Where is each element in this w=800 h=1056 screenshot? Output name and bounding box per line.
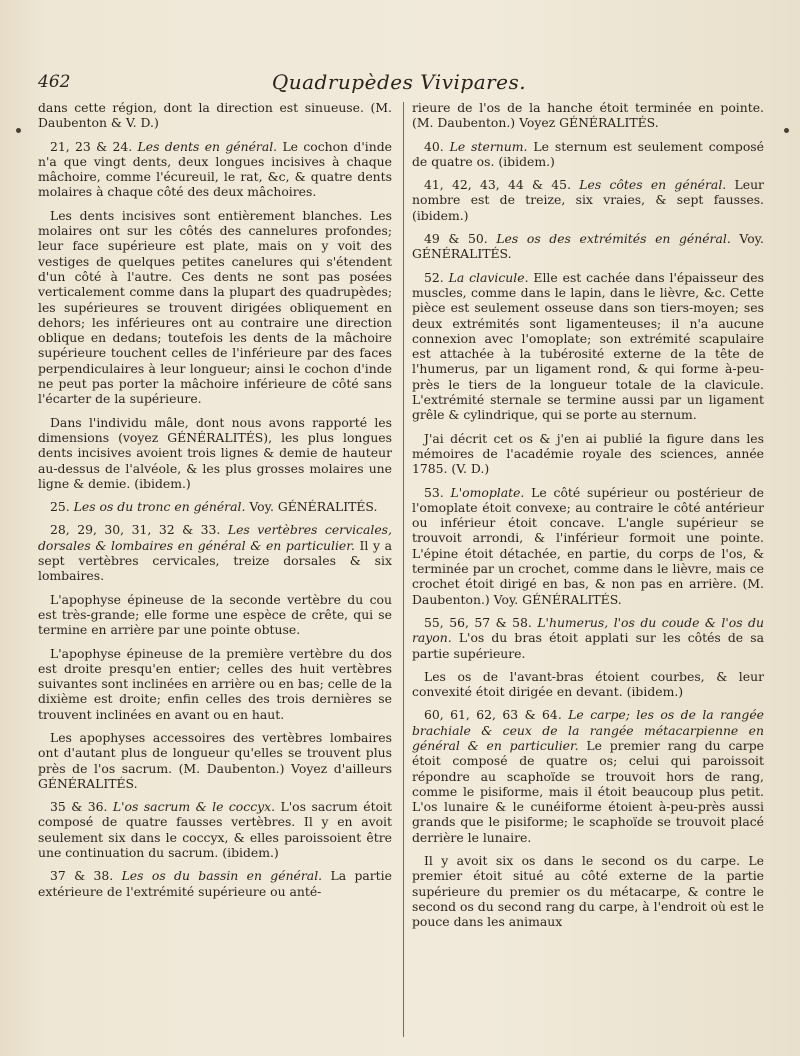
paragraph [38,208,392,407]
paragraph-text: Les apophyses accessoires des vertèbres lombaires ont d'autant plus de longueur qu'elles se trouvent plus près de l'os sacrum. (M. Daubenton.) Voyez d'ailleurs GÉNÉRALITÉS. [38,729,392,791]
paragraph [412,615,764,661]
paragraph [38,499,392,514]
paragraph [38,730,392,791]
paragraph-text: Leur nombre est de treize, six vraies, & sept fausses. (ibidem.) [412,177,764,223]
section-heading: L'omoplate. [450,484,525,500]
section-numbers: 40. [424,138,444,154]
section-heading: Le carpe; les os de la rangée brachiale & ceux de la rangée métacarpienne en général & en particulier. [412,707,764,753]
paragraph [412,669,764,700]
page-number: 462 [38,72,71,92]
paragraph [412,139,764,170]
paragraph-text: L'os sacrum étoit composé de quatre fausses vertèbres. Il y en avoit seulement six dans le coccyx, & elles paroissoient être une continuation du sacrum. (ibidem.) [38,799,392,861]
paragraph [412,100,764,131]
paragraph-text: Les dents incisives sont entièrement blanches. Les molaires ont sur les côtés des cannelures profondes; leur face supérieure est plate, mais on y voit des vestiges de quelques petites canelures qui s'étendent d'un côté à l'autre. Ces dents ne sont pas posées verticalement comme dans la plupart des quadrupèdes; les supérieures se trouvent dirigées obliquement en dehors; les inférieures ont au contraire une direction oblique en dedans; toutefois les dents de la mâchoire supérieure touchent celles de l'inférieure par des faces perpendiculaires à leur longueur; ainsi le cochon d'inde ne peut pas porter la mâchoire inférieure de côté sans l'écarter de la supérieure. [38,207,392,407]
paragraph [412,853,764,929]
paragraph-text: Voy. GÉNÉRALITÉS. [412,231,764,262]
paragraph [38,592,392,638]
paragraph [412,485,764,607]
section-numbers: 21, 23 & 24. [50,138,133,154]
section-heading: Les os des extrémités en général. [496,231,731,247]
section-numbers: 37 & 38. [50,868,114,884]
paragraph-text: Il y avoit six os dans le second os du carpe. Le premier étoit situé au côté externe de la partie supérieure du premier os du métacarpe, & contre le second os du second rang du carpe, à l'endroit où est le pouce dans les animaux [412,853,764,930]
section-heading: Les dents en général. [137,138,278,154]
paragraph-text: L'os du bras étoit applati sur les côtés de sa partie supérieure. [412,630,764,661]
page-header [38,70,760,98]
section-heading: Les vertèbres cervicales, dorsales & lombaires en général & en particulier. [38,522,392,553]
paragraph-text: Le sternum est seulement composé de quatre os. (ibidem.) [412,138,764,169]
section-heading: Le sternum. [449,138,528,154]
section-numbers: 52. [424,269,444,285]
paragraph-text: L'apophyse épineuse de la première vertèbre du dos est droite presqu'en entier; celles des huit vertèbres suivantes sont inclinées en arrière ou en bas; celle de la dixième est droite; enfin celles des trois dernières se trouvent inclinées en avant ou en haut. [38,645,392,722]
paragraph-text: Dans l'individu mâle, dont nous avons rapporté les dimensions (voyez GÉNÉRALITÉS), les plus longues dents incisives avoient trois lignes & demie de hauteur au-dessus de l'alvéole, & les plus grosses molaires une ligne & demie. (ibidem.) [38,414,392,491]
paragraph-text: Le premier rang du carpe étoit composé de quatre os; celui qui paroissoit répondre au scaphoïde se trouvoit hors de rang, comme le pisiforme, mais il étoit beaucoup plus petit. L'os lunaire & le cunéiforme étoient à-peu-près aussi grands que le pisiforme; le scaphoïde se trouvoit placé derrière le lunaire. [412,737,764,845]
section-heading: Les os du bassin en général. [121,868,323,884]
paragraph [412,707,764,845]
paragraph-text: La partie extérieure de l'extrémité supérieure ou anté- [38,868,392,899]
left-column [38,100,392,1040]
section-numbers: 55, 56, 57 & 58. [424,614,532,630]
paragraph-text: Le cochon d'inde n'a que vingt dents, deux longues incisives à chaque mâchoire, comme l'écureuil, le rat, &c, & quatre dents molaires à chaque côté des deux mâchoires. [38,138,392,200]
margin-mark [16,128,21,133]
margin-mark [784,128,789,133]
paragraph-text: Voy. GÉNÉRALITÉS. [249,499,378,515]
paragraph [38,415,392,491]
paragraph-text: rieure de l'os de la hanche étoit terminée en pointe. (M. Daubenton.) Voyez GÉNÉRALITÉS. [412,100,764,131]
section-numbers: 35 & 36. [50,799,108,815]
column-divider [403,102,404,1037]
section-heading: Les os du tronc en général. [73,499,246,515]
paragraph-text: L'apophyse épineuse de la seconde vertèbre du cou est très-grande; elle forme une espèce de crête, qui se termine en arrière par une pointe obtuse. [38,591,392,638]
section-heading: Les côtes en général. [579,177,727,193]
paragraph [412,177,764,223]
section-numbers: 49 & 50. [424,231,488,247]
section-heading: La clavicule. [448,269,529,285]
paragraph-text: Il y a sept vertèbres cervicales, treize dorsales & six lombaires. [38,537,392,584]
paragraph [412,431,764,477]
section-heading: L'humerus, l'os du coude & l'os du rayon. [412,614,764,646]
paragraph [38,522,392,583]
paragraph-text: dans cette région, dont la direction est sinueuse. (M. Daubenton & V. D.) [38,100,392,131]
section-numbers: 28, 29, 30, 31, 32 & 33. [50,522,221,538]
section-numbers: 60, 61, 62, 63 & 64. [424,707,562,723]
paragraph-text: Le côté supérieur ou postérieur de l'omoplate étoit convexe; au contraire le côté antérieur ou inférieur étoit concave. L'angle supérieur se trouvoit arrondi, & l'inférieur formoit une pointe. L'épine étoit détachée, en partie, du corps de l'os, & terminée par un crochet, comme dans le lièvre, mais ce crochet étoit dirigé en bas, & non pas en arrière. (M. Daubenton.) Voy. GÉNÉRALITÉS. [412,484,764,607]
section-numbers: 53. [424,484,444,500]
paragraph-text: J'ai décrit cet os & j'en ai publié la figure dans les mémoires de l'académie royale des sciences, année 1785. (V. D.) [412,430,764,477]
paragraph [412,231,764,262]
running-title: Quadrupèdes Vivipares. [271,70,527,94]
paragraph-text: Les os de l'avant-bras étoient courbes, & leur convexité étoit dirigée en devant. (ibidem.) [412,668,764,700]
section-heading: L'os sacrum & le coccyx. [112,799,276,815]
paragraph [38,139,392,200]
paragraph [38,799,392,860]
section-numbers: 41, 42, 43, 44 & 45. [424,177,572,193]
paragraph [412,270,764,423]
right-column [412,100,764,1040]
paragraph [38,100,392,131]
paragraph [38,868,392,899]
paragraph-text: Elle est cachée dans l'épaisseur des muscles, comme dans le lapin, dans le lièvre, &c. Cette pièce est seulement osseuse dans son tiers-moyen; ses deux extrémités sont ligamenteuses; il n'a aucune connexion avec l'omoplate; son extrémité scapulaire est attachée à la tubérosité externe de la tête de l'humerus, par un ligament rond, & qui forme à-peu-près le tiers de la longueur totale de la clavicule. L'extrémité sternale se termine aussi par un ligament grêle & cylindrique, qui se porte au sternum. [412,269,764,423]
section-numbers: 25. [50,499,70,515]
paragraph [38,646,392,722]
